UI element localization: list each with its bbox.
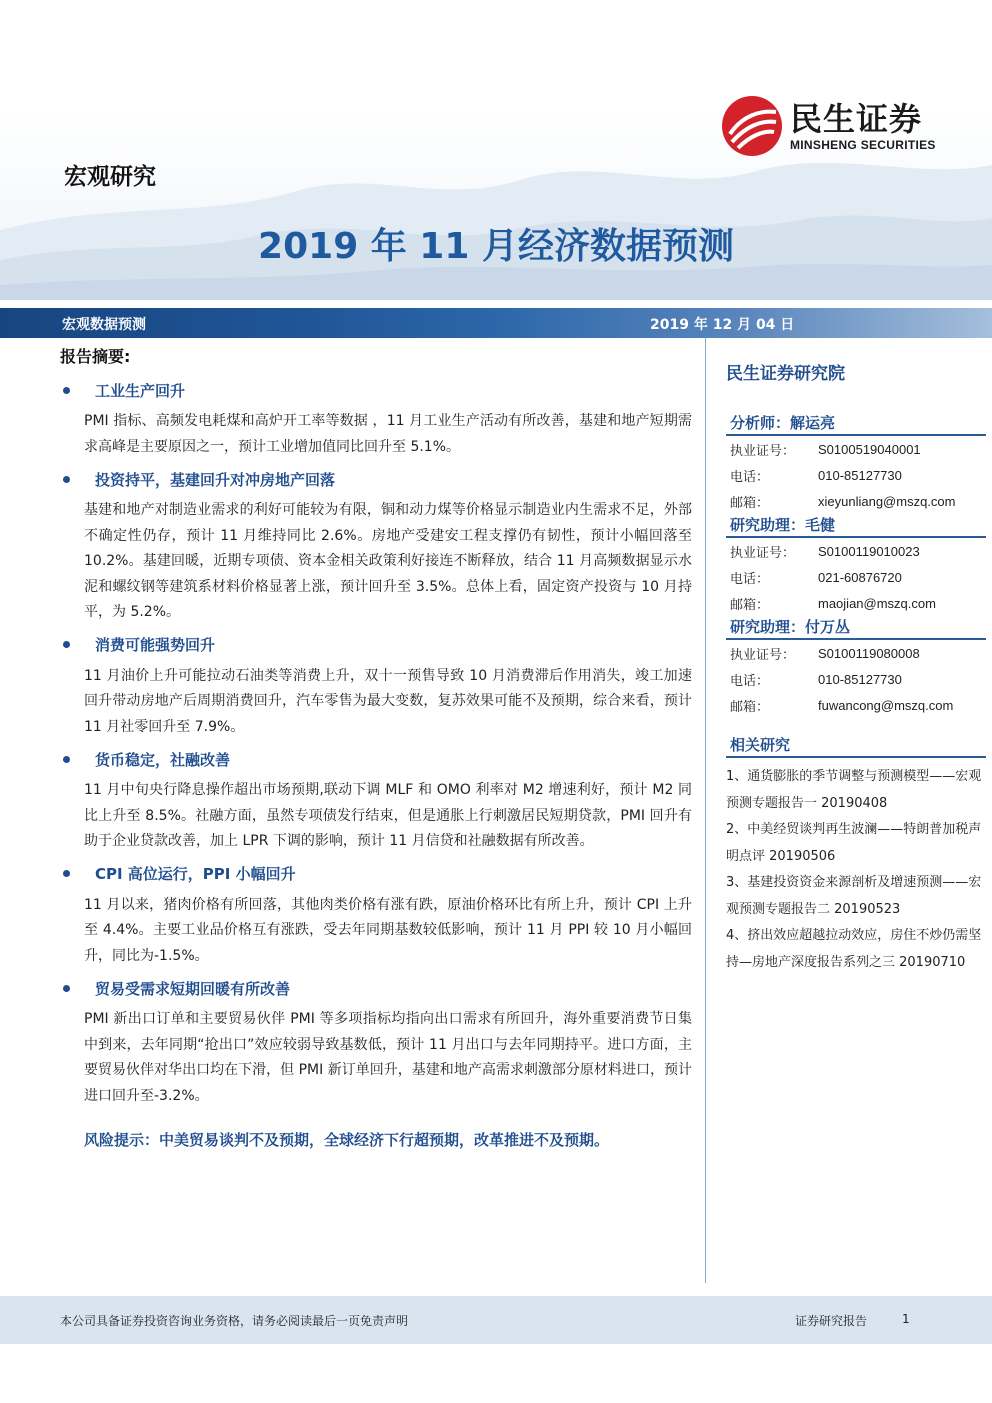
cert-number: S0100119080008 [818,645,920,661]
page-number: 1 [902,1312,910,1326]
risk-warning: 风险提示：中美贸易谈判不及预期，全球经济下行超预期，改革推进不及预期。 [84,1131,610,1149]
footer-disclaimer: 本公司具备证券投资咨询业务资格，请务必阅读最后一页免责声明 [60,1314,409,1328]
report-header [0,0,992,300]
phone-label: 电话： [730,571,770,587]
logo-english-name: MINSHENG SECURITIES [790,138,936,152]
related-research-item[interactable]: 1、通货膨胀的季节调整与预测模型——宏观预测专题报告一 20190408 [726,769,982,811]
title-band [0,308,992,338]
abstract-column [60,344,692,1150]
section-title: 工业生产回升 [95,381,186,400]
band-date: 2019 年 12 月 04 日 [650,317,795,333]
report-title: 2019 年 11 月经济数据预测 [258,226,734,267]
analyst-card [726,412,986,514]
email-row [726,590,986,616]
email-row [726,488,986,514]
section-title: 货币稳定，社融改善 [95,750,231,769]
abstract-section [60,377,692,460]
brand-logo [720,94,936,158]
abstract-section [60,861,692,970]
analyst-name: 分析师：解运亮 [726,412,986,436]
sidebar [726,344,986,976]
section-body: 11 月以来，猪肉价格有所回落，其他肉类价格有涨有跌，原油价格环比有所上升，预计 CPI 上升至 4.4%。主要工业品价格互有涨跌，受去年同期基数较低影响，预计 11 月 PPI 较 10 月小幅回升，同比为-1.5%。 [84,896,692,964]
bullet-icon [63,985,70,992]
abstract-section [60,632,692,741]
phone-row [726,564,986,590]
section-heading [60,632,692,658]
phone-number: 010-85127730 [818,467,902,483]
email-label: 邮箱： [730,699,770,715]
cert-row [726,436,986,462]
phone-label: 电话： [730,469,770,485]
email-row [726,692,986,718]
email-label: 邮箱： [730,495,770,511]
assistant-name: 研究助理：毛健 [726,514,986,538]
section-body: 基建和地产对制造业需求的利好可能较为有限，铜和动力煤等价格显示制造业内生需求不足，外部不确定性仍存，预计 11 月维持同比 2.6%。房地产受建安工程支撑仍有韧性，预计小幅回落至 10.2%。基建回暖，近期专项债、资本金相关政策利好接连不断释放，结合 11 月高频数据显示水泥和螺纹钢等建筑系材料价格显著上涨，预计回升至 3.5%。总体上看，固定资产投资与 10 月持平，为 5.2%。 [84,502,692,620]
bullet-icon [63,756,70,763]
band-report-type: 宏观数据预测 [62,317,146,333]
logo-text [790,100,936,152]
cert-label: 执业证号： [730,443,796,459]
phone-row [726,666,986,692]
minsheng-logo-icon [720,94,784,158]
email-address[interactable]: xieyunliang@mszq.com [818,493,956,509]
section-heading [60,377,692,403]
page-footer [0,1296,992,1344]
bullet-icon [63,387,70,394]
bullet-icon [63,870,70,877]
cert-number: S0100119010023 [818,543,920,559]
cert-label: 执业证号： [730,545,796,561]
phone-label: 电话： [730,673,770,689]
section-title: 贸易受需求短期回暖有所改善 [95,979,291,998]
phone-number: 021-60876720 [818,569,902,585]
related-research-list [726,764,986,976]
phone-number: 010-85127730 [818,671,902,687]
section-body: 11 月油价上升可能拉动石油类等消费上升，双十一预售导致 10 月消费滞后作用消失，竣工加速回升带动房地产后周期消费回升，汽车零售为最大变数，复苏效果可能不及预期，综合来看，预计 11 月社零回升至 7.9%。 [84,667,692,735]
related-research-item[interactable]: 4、挤出效应超越拉动效应，房住不炒仍需坚持—房地产深度报告系列之三 20190710 [726,928,982,970]
cert-row [726,538,986,564]
cert-label: 执业证号： [730,647,796,663]
related-research-item[interactable]: 3、基建投资资金来源剖析及增速预测——宏观预测专题报告二 20190523 [726,875,982,917]
section-title: 投资持平，基建回升对冲房地产回落 [95,470,336,489]
email-address[interactable]: maojian@mszq.com [818,595,936,611]
report-category: 宏观研究 [64,164,156,190]
related-research-item[interactable]: 2、中美经贸谈判再生波澜——特朗普加税声明点评 20190506 [726,822,982,864]
assistant-card [726,616,986,718]
section-body: PMI 指标、高频发电耗煤和高炉开工率等数据 ，11 月工业生产活动有所改善，基建和地产短期需求高峰是主要原因之一，预计工业增加值同比回升至 5.1%。 [84,413,692,455]
bullet-icon [63,476,70,483]
assistant-card [726,514,986,616]
section-heading [60,861,692,887]
email-label: 邮箱： [730,597,770,613]
abstract-heading: 报告摘要: [60,347,131,366]
bullet-icon [63,641,70,648]
cert-number: S0100519040001 [818,441,921,457]
abstract-section [60,746,692,855]
section-body: PMI 新出口订单和主要贸易伙伴 PMI 等多项指标均指向出口需求有所回升，海外重要消费节日集中到来，去年同期“抢出口”效应较弱导致基数低，预计 11 月出口与去年同期持平。进口方面，主要贸易伙伴对华出口均在下滑，但 PMI 新订单回升，基建和地产高需求刺激部分原材料进口，预计进口回升至-3.2%。 [84,1011,692,1104]
cert-row [726,640,986,666]
institute-name: 民生证券研究院 [726,364,845,384]
section-heading [60,975,692,1001]
section-title: CPI 高位运行，PPI 小幅回升 [95,865,296,883]
phone-row [726,462,986,488]
section-heading [60,466,692,492]
footer-report-type: 证券研究报告 [795,1314,868,1328]
section-body: 11 月中旬央行降息操作超出市场预期,联动下调 MLF 和 OMO 利率对 M2 增速利好，预计 M2 同比上升至 8.5%。社融方面，虽然专项债发行结束，但是通胀上行刺激居民短期贷款，PMI 回升有助于企业贷款改善，加上 LPR 下调的影响，预计 11 月信贷和社融数据有所改善。 [84,782,692,849]
column-divider [705,338,706,1283]
assistant-name: 研究助理：付万丛 [726,616,986,640]
section-title: 消费可能强势回升 [95,636,216,654]
related-research-heading: 相关研究 [726,734,986,758]
abstract-section [60,466,692,626]
email-address[interactable]: fuwancong@mszq.com [818,697,954,713]
logo-chinese-name: 民生证券 [790,100,923,138]
abstract-section [60,975,692,1109]
section-heading [60,746,692,772]
